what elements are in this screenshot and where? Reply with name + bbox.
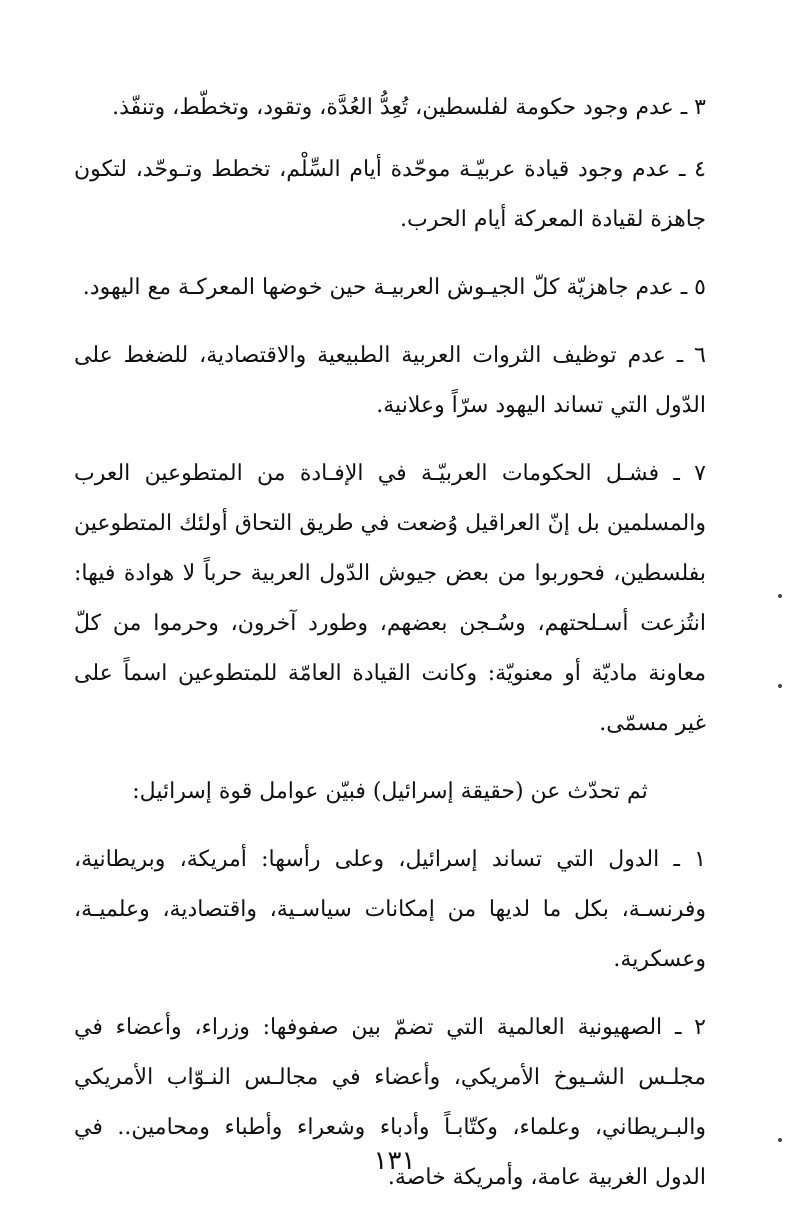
scan-edge-dot bbox=[778, 594, 782, 598]
paragraph-item-4: ٤ ـ عدم وجود قيادة عربيّـة موحّدة أيام السِّلْم، تخطط وتـوحّد، لتكون جاهزة لقيادة المعركة أيام الحرب. bbox=[74, 157, 706, 232]
scan-edge-dot bbox=[778, 684, 782, 688]
paragraph-item-5: ٥ ـ عدم جاهزيّة كلّ الجيـوش العربيـة حين خوضها المعركـة مع اليهود. bbox=[82, 275, 706, 300]
paragraph-item-7: ٧ ـ فشـل الحكومات العربيّـة في الإفـادة من المتطوعين العرب والمسلمين بل إنّ العراقيل وُضعت في طريق التحاق أولئك المتطوعين بفلسطين، فحوربوا من بعض جيوش الدّول العربية حرباً لا هوادة فيها: انتُزعت أسـلحتهم، وسُـجن بعضهم، وطورد آخرون، وحرموا من كلّ معاونة ماديّة أو معنويّة: وكانت القيادة العامّة للمتطوعين اسماً على غير مسمّى. bbox=[74, 461, 706, 736]
page-number: ١٣١ bbox=[373, 1146, 416, 1176]
paragraph-item-6: ٦ ـ عدم توظيف الثروات العربية الطبيعية والاقتصادية، للضغط على الدّول التي تساند اليهود سرّاً وعلانية. bbox=[74, 343, 706, 418]
body-text bbox=[74, 83, 706, 1221]
scan-edge-dot bbox=[778, 1138, 782, 1142]
paragraph-item-3: ٣ ـ عدم وجود حكومة لفلسطين، تُعِدُّ العُدَّة، وتقود، وتخطّط، وتنفّذ. bbox=[112, 95, 706, 120]
paragraph-factor-2: ٢ ـ الصهيونية العالمية التي تضمّ بين صفوفها: وزراء، وأعضاء في مجلـس الشـيوخ الأمريكي، وأعضاء في مجالـس النـوّاب الأمريكي والبـريطاني، وعلماء، وكتّابـاً وأدباء وشعراء وأطباء ومحامين.. في الدول الغربية عامة، وأمريكة خاصة. bbox=[74, 1015, 706, 1190]
paragraph-factor-1: ١ ـ الدول التي تساند إسرائيل، وعلى رأسها: أمريكة، وبريطانية، وفرنسـة، بكل ما لديها من إمكانات سياسـية، واقتصادية، وعلميـة، وعسكرية. bbox=[74, 847, 706, 972]
section-intro: ثم تحدّث عن (حقيقة إسرائيل) فبيّن عوامل قوة إسرائيل: bbox=[132, 779, 648, 804]
